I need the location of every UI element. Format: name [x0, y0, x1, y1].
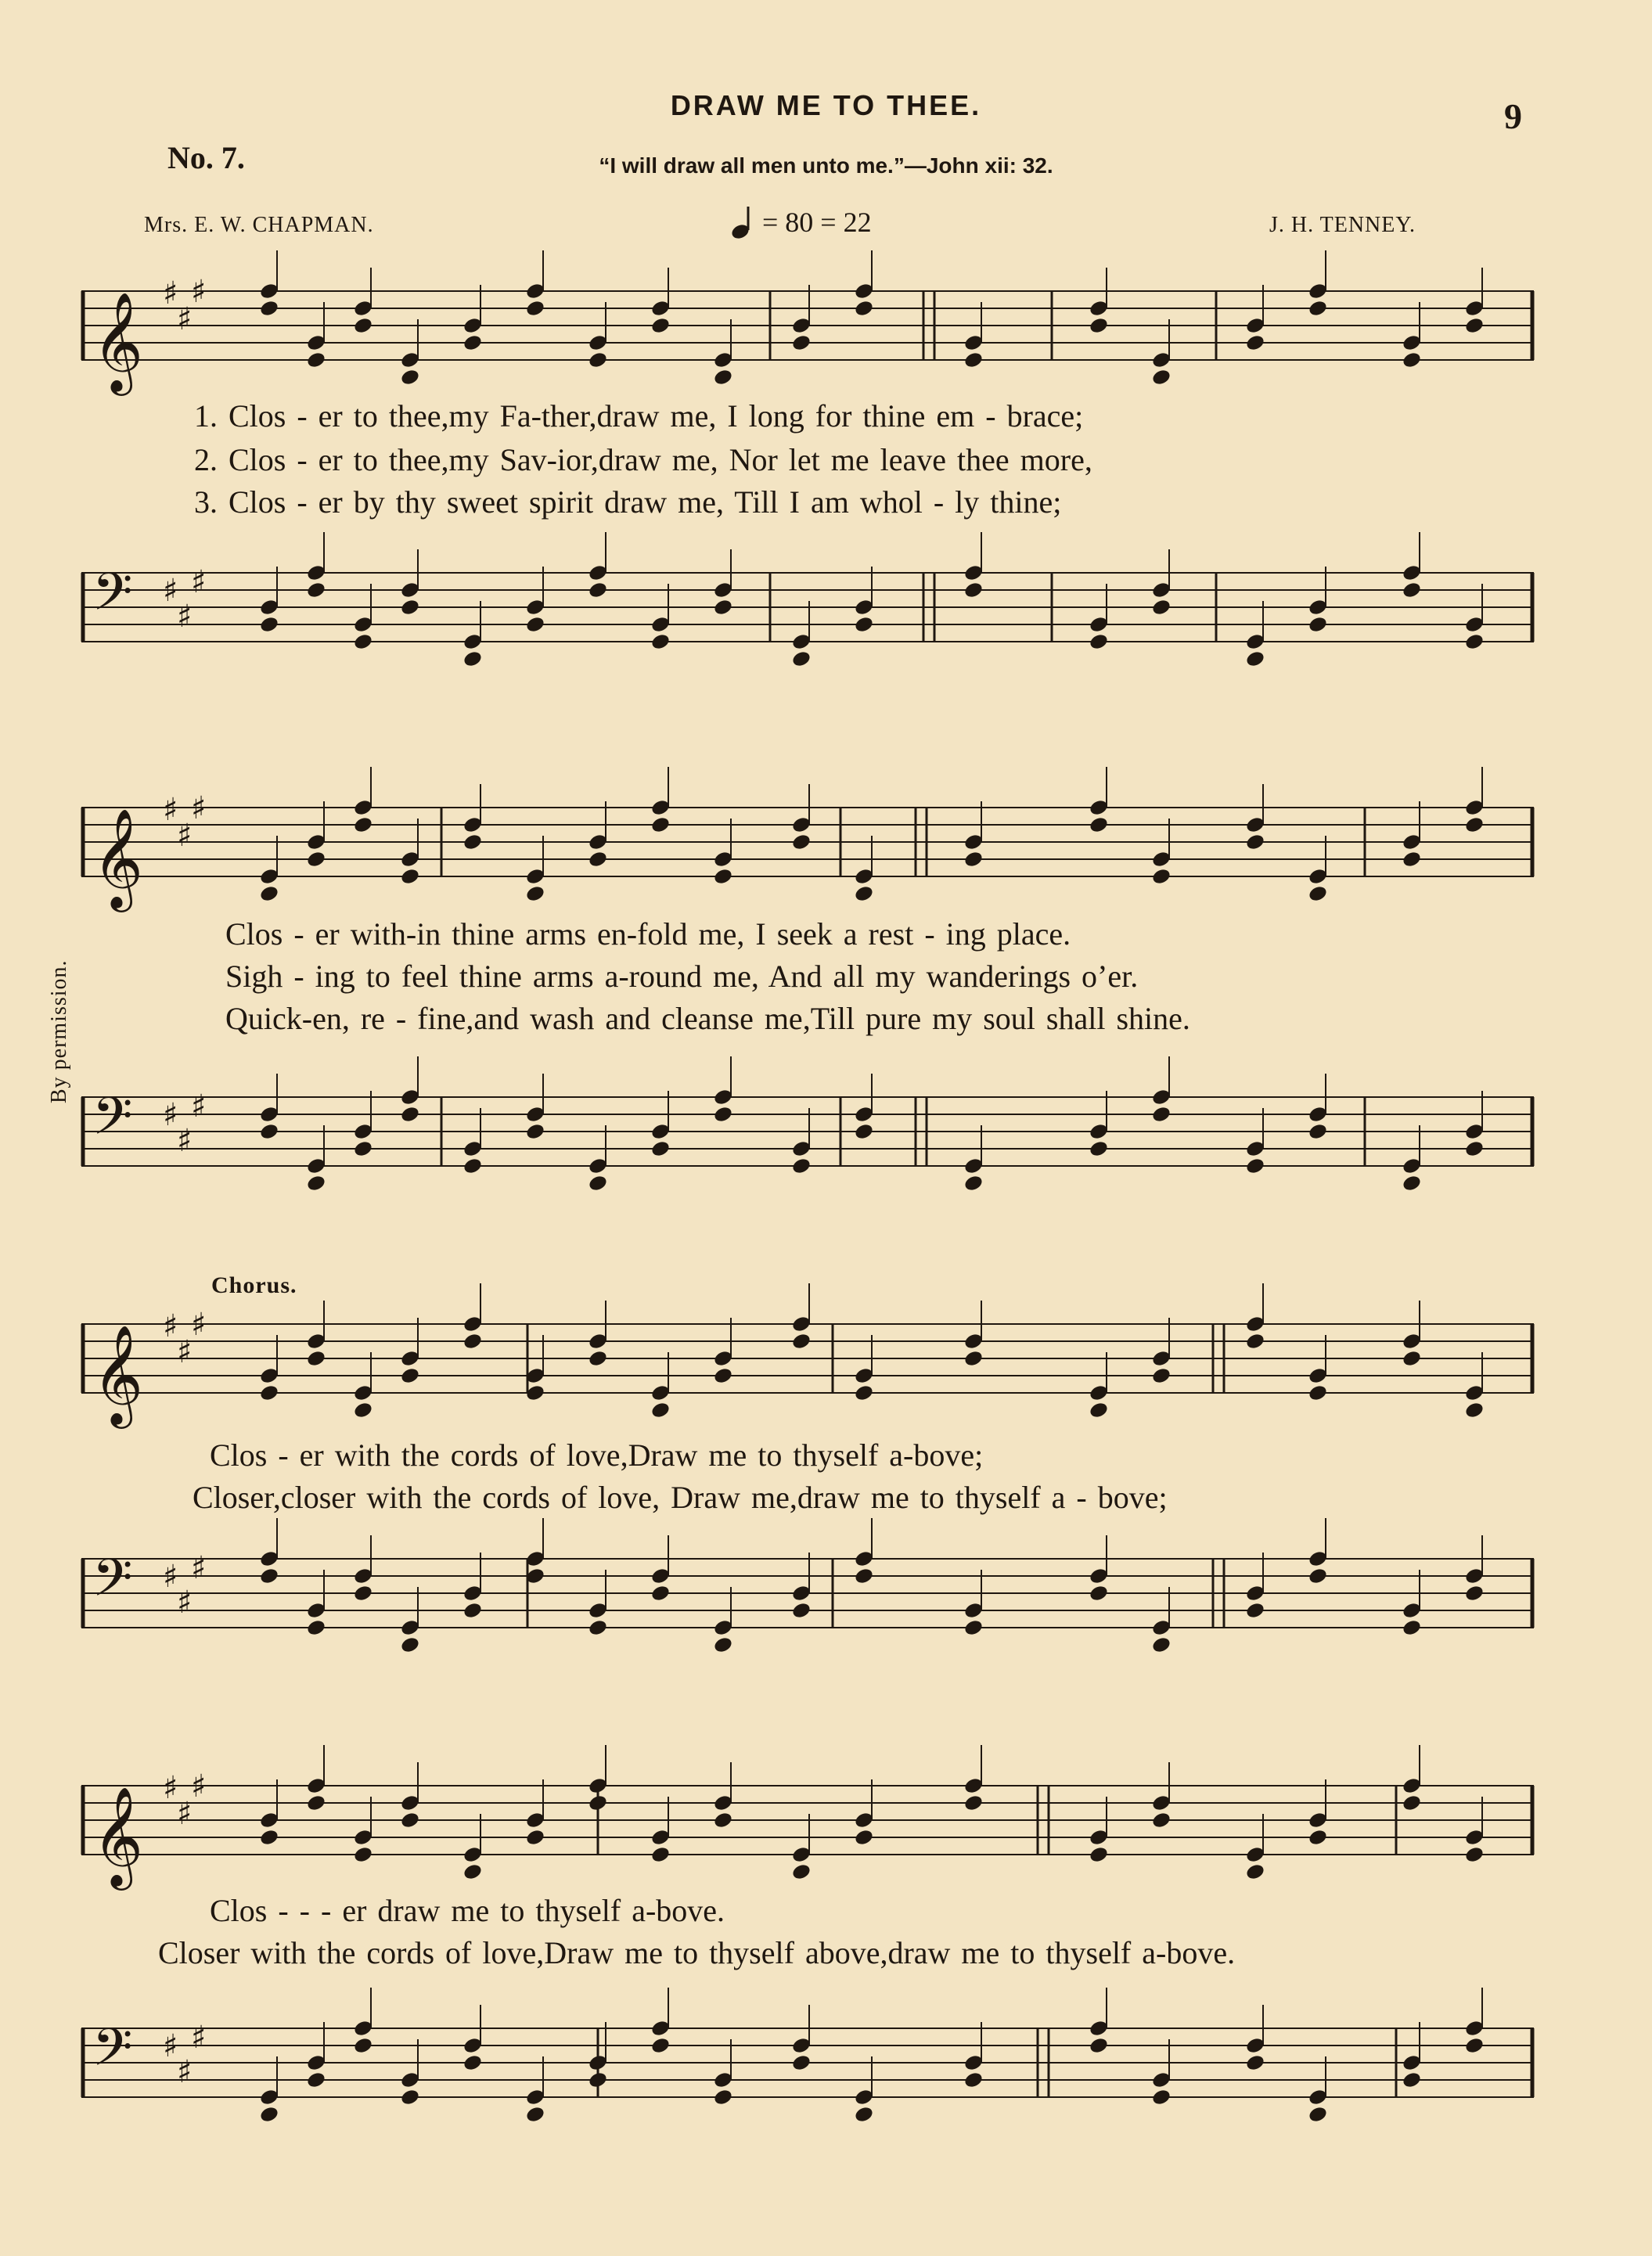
svg-text:♯: ♯: [163, 2028, 178, 2064]
svg-text:♯: ♯: [191, 790, 207, 826]
svg-text:♯: ♯: [177, 818, 193, 854]
svg-text:♯: ♯: [163, 1097, 178, 1133]
system3-treble-staff: [81, 1307, 1534, 1424]
chorus-label: Chorus.: [211, 1272, 297, 1298]
svg-text:𝄢: 𝄢: [92, 1548, 133, 1621]
tempo-value: = 80 = 22: [762, 207, 872, 238]
svg-text:♯: ♯: [191, 1088, 207, 1124]
hymn-title: DRAW ME TO THEE.: [670, 89, 982, 121]
svg-text:♯: ♯: [163, 792, 178, 828]
system4-chorus-line-2: Closer with the cords of love,Draw me to thyself above,draw me to thyself a-bove.: [158, 1935, 1236, 1970]
system1-verse-1: 1. Clos - er to thee,my Fa-ther,draw me, I long for thine em - brace;: [194, 398, 1084, 434]
svg-text:𝄞: 𝄞: [92, 1324, 144, 1424]
system3-bass-staff: [81, 1549, 1534, 1635]
system2-verse-2: Sigh - ing to feel thine arms a-round me, And all my wanderings o’er.: [225, 959, 1139, 994]
quarter-note-icon: [731, 205, 758, 239]
svg-text:♯: ♯: [191, 564, 207, 600]
svg-text:♯: ♯: [177, 1334, 193, 1370]
system1-verse-3: 3. Clos - er by thy sweet spirit draw me, Till I am whol - ly thine;: [194, 484, 1062, 520]
svg-text:♯: ♯: [177, 301, 193, 337]
svg-text:♯: ♯: [177, 599, 193, 635]
hymn-number: No. 7.: [167, 140, 245, 175]
svg-text:𝄢: 𝄢: [92, 2017, 133, 2090]
svg-text:♯: ♯: [177, 2054, 193, 2090]
scripture-epigraph: “I will draw all men unto me.”—John xii: 32.: [599, 153, 1053, 178]
svg-text:♯: ♯: [163, 1770, 178, 1806]
system4-chorus-line-1: Clos - - - er draw me to thyself a-bove.: [210, 1893, 725, 1928]
svg-text:♯: ♯: [191, 2020, 207, 2056]
system2-bass-staff: [81, 1088, 1534, 1174]
svg-text:♯: ♯: [191, 274, 207, 310]
system3-chorus-line-2: Closer,closer with the cords of love, Draw me,draw me to thyself a - bove;: [193, 1480, 1168, 1515]
page-number: 9: [1504, 96, 1522, 136]
system3-chorus-line-1: Clos - er with the cords of love,Draw me to thyself a-bove;: [210, 1437, 984, 1473]
svg-text:♯: ♯: [191, 1550, 207, 1586]
svg-text:♯: ♯: [163, 275, 178, 311]
tempo-marking: [731, 205, 872, 239]
svg-text:♯: ♯: [177, 1796, 193, 1832]
system2-verse-1: Clos - er with-in thine arms en-fold me, I seek a rest - ing place.: [225, 916, 1071, 952]
svg-text:♯: ♯: [191, 1768, 207, 1804]
svg-text:𝄞: 𝄞: [92, 808, 144, 908]
svg-text:♯: ♯: [191, 1307, 207, 1343]
system1-verse-2: 2. Clos - er to thee,my Sav-ior,draw me, Nor let me leave thee more,: [194, 442, 1092, 477]
composer-credit: J. H. TENNEY.: [1269, 213, 1416, 237]
svg-text:𝄢: 𝄢: [92, 562, 133, 635]
svg-text:♯: ♯: [163, 573, 178, 609]
system1-bass-staff: [81, 563, 1534, 649]
system4-bass-staff: [81, 2019, 1534, 2105]
system2-verse-3: Quick-en, re - fine,and wash and cleanse me,Till pure my soul shall shine.: [225, 1001, 1190, 1036]
svg-text:𝄞: 𝄞: [92, 1786, 144, 1886]
svg-text:𝄞: 𝄞: [92, 291, 144, 391]
svg-text:♯: ♯: [177, 1585, 193, 1621]
svg-text:𝄢: 𝄢: [92, 1086, 133, 1159]
lyricist-credit: Mrs. E. W. CHAPMAN.: [144, 213, 374, 237]
system4-treble-staff: [81, 1768, 1534, 1886]
svg-text:♯: ♯: [163, 1308, 178, 1344]
permission-note: By permission.: [47, 959, 71, 1103]
system1-treble-staff: [81, 274, 1534, 391]
svg-text:♯: ♯: [177, 1123, 193, 1159]
svg-text:♯: ♯: [163, 1559, 178, 1595]
system2-treble-staff: [81, 790, 1534, 908]
